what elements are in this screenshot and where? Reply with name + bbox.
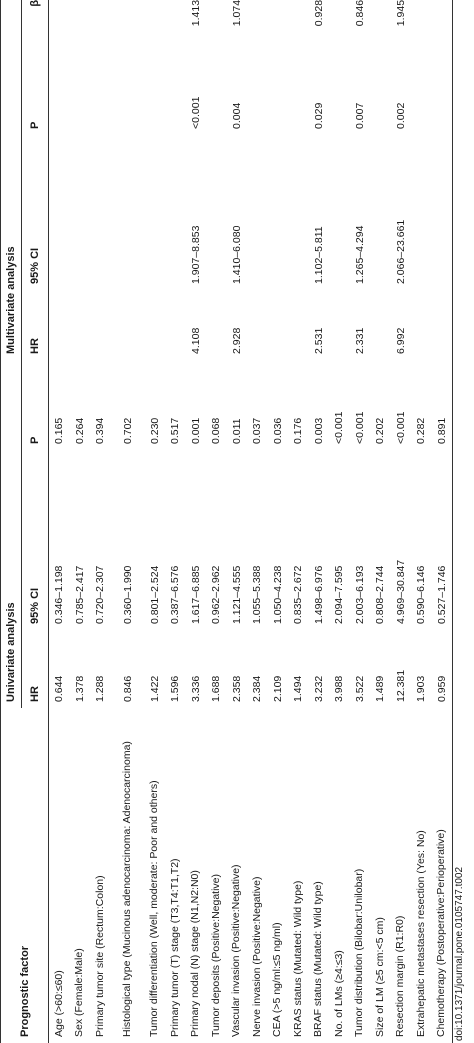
multivariate-p-cell [206, 40, 227, 135]
beta-cell [90, 0, 111, 40]
header-univariate-ci: 95% CI [22, 450, 49, 630]
univariate-ci-cell: 0.808–2.744 [374, 565, 387, 624]
factor-cell: Chemotherapy (Postoperative:Perioperative) [432, 708, 453, 1043]
table-row [370, 0, 391, 1043]
univariate-ci-cell: 1.055–5.388 [251, 565, 264, 624]
beta-cell [268, 0, 289, 40]
multivariate-hr-cell [370, 290, 391, 360]
beta-cell [145, 0, 166, 40]
multivariate-ci-cell [370, 135, 391, 290]
table-row [70, 0, 91, 1043]
univariate-hr-cell: 1.288 [94, 675, 107, 702]
multivariate-hr-cell [165, 290, 186, 360]
factor-cell: Resection margin (R1:R0) [394, 915, 407, 1037]
univariate-p-cell: 0.264 [73, 417, 86, 444]
univariate-hr-cell: 12.381 [394, 669, 407, 702]
factor-cell: Sex (Female:Male) [73, 948, 86, 1037]
univariate-p-cell: 0.003 [312, 417, 325, 444]
multivariate-hr-cell [329, 290, 350, 360]
multivariate-hr-cell: 2.928 [230, 327, 243, 354]
multivariate-p-cell [165, 40, 186, 135]
beta-cell [49, 0, 70, 40]
univariate-p-cell: 0.001 [189, 417, 202, 444]
factor-cell: Size of LM (≥5 cm:<5 cm) [373, 917, 386, 1037]
univariate-p-cell: <0.001 [333, 411, 346, 444]
univariate-hr-cell: 3.336 [189, 675, 202, 702]
table-row [391, 0, 412, 1043]
multivariate-ci-cell [288, 135, 309, 290]
table-body [49, 0, 453, 1043]
beta-cell [411, 0, 432, 40]
univariate-ci-cell: 2.003–6.193 [353, 565, 366, 624]
univariate-p-cell: 0.702 [121, 417, 134, 444]
multivariate-p-cell [145, 40, 166, 135]
table-row [288, 0, 309, 1043]
univariate-hr-cell: 1.688 [210, 675, 223, 702]
multivariate-ci-cell: 1.907–8.853 [189, 225, 202, 284]
beta-cell [70, 0, 91, 40]
table-row [329, 0, 350, 1043]
univariate-ci-cell: 1.121–4.555 [230, 565, 243, 624]
univariate-p-cell: 0.011 [230, 418, 243, 444]
multivariate-hr-cell [70, 290, 91, 360]
multivariate-p-cell [432, 40, 453, 135]
table-row [145, 0, 166, 1043]
multivariate-ci-cell [70, 135, 91, 290]
univariate-p-cell: 0.165 [53, 417, 66, 444]
univariate-p-cell: 0.202 [374, 417, 387, 444]
multivariate-p-cell [90, 40, 111, 135]
table-row [350, 0, 371, 1043]
univariate-ci-cell: 1.050–4.238 [271, 565, 284, 624]
univariate-hr-cell: 3.522 [353, 675, 366, 702]
factor-cell: No. of LMs (≥4:≤3) [332, 950, 345, 1037]
univariate-hr-cell: 2.384 [251, 675, 264, 702]
factor-cell: KRAS status (Mutated: Wild type) [291, 880, 304, 1037]
table-row [268, 0, 289, 1043]
table-row [186, 0, 207, 1043]
multivariate-ci-cell: 1.265–4.294 [353, 225, 366, 284]
beta-cell [329, 0, 350, 40]
multivariate-hr-cell [145, 290, 166, 360]
univariate-ci-cell: 0.360–1.990 [121, 565, 134, 624]
univariate-ci-cell: 2.094–7.595 [333, 565, 346, 624]
univariate-p-cell: 0.036 [271, 417, 284, 444]
multivariate-p-cell [268, 40, 289, 135]
multivariate-ci-cell [165, 135, 186, 290]
table-row [432, 0, 453, 1043]
factor-cell: CEA (>5 ng/ml:≤5 ng/ml) [271, 922, 284, 1037]
multivariate-ci-cell [432, 135, 453, 290]
univariate-ci-cell: 0.785–2.417 [73, 565, 86, 624]
beta-cell: 0.928 [312, 0, 325, 27]
multivariate-ci-cell [247, 135, 268, 290]
multivariate-hr-cell [411, 290, 432, 360]
multivariate-hr-cell [247, 290, 268, 360]
multivariate-p-cell: 0.004 [230, 102, 243, 129]
univariate-p-cell: 0.176 [292, 417, 305, 444]
univariate-hr-cell: 1.489 [374, 675, 387, 702]
univariate-p-cell: 0.891 [432, 360, 453, 450]
multivariate-hr-cell: 2.531 [312, 327, 325, 354]
beta-cell [165, 0, 186, 40]
univariate-hr-cell: 2.109 [271, 675, 284, 702]
univariate-ci-cell: 1.617–6.885 [189, 565, 202, 624]
multivariate-ci-cell: 2.066–23.661 [394, 219, 407, 284]
univariate-hr-cell: 3.988 [333, 675, 346, 702]
multivariate-p-cell: <0.001 [189, 96, 202, 129]
header-prognostic-factor: Prognostic factor [1, 708, 49, 1043]
doi-caption: doi:10.1371/journal.pone.0105747.t002 [454, 866, 465, 1041]
univariate-ci-cell: 0.962–2.962 [210, 565, 223, 624]
multivariate-hr-cell [49, 290, 70, 360]
table-row [49, 0, 70, 1043]
multivariate-p-cell: 0.002 [394, 102, 407, 129]
multivariate-ci-cell [145, 135, 166, 290]
multivariate-hr-cell: 2.331 [353, 327, 366, 354]
table-row [206, 0, 227, 1043]
table-row [165, 0, 186, 1043]
multivariate-p-cell [411, 40, 432, 135]
univariate-p-cell: <0.001 [394, 411, 407, 444]
factor-cell: Vascular invasion (Positive:Negative) [230, 864, 243, 1037]
beta-cell [288, 0, 309, 40]
univariate-p-cell: 0.068 [210, 417, 223, 444]
multivariate-hr-cell: 4.108 [189, 327, 202, 354]
factor-cell: Extrahepatic metastases resection (Yes: No) [414, 830, 427, 1037]
factor-cell: Tumor distribution (Bilobar:Unilobar) [353, 868, 366, 1037]
univariate-hr-cell: 1.903 [415, 675, 428, 702]
multivariate-ci-cell: 1.410–6.080 [230, 225, 243, 284]
multivariate-hr-cell [111, 290, 145, 360]
factor-cell: Tumor deposits (Positive:Negative) [209, 873, 222, 1037]
beta-cell [111, 0, 145, 40]
univariate-ci-cell: 0.801–2.524 [148, 565, 161, 624]
univariate-ci-cell: 0.527–1.746 [432, 450, 453, 630]
multivariate-ci-cell [90, 135, 111, 290]
table-row [247, 0, 268, 1043]
multivariate-p-cell [70, 40, 91, 135]
multivariate-p-cell [49, 40, 70, 135]
multivariate-ci-cell [206, 135, 227, 290]
factor-cell: Tumor differentiation (Well, moderate: Poor and others) [148, 780, 161, 1037]
univariate-p-cell: 0.230 [148, 417, 161, 444]
header-multivariate-hr: HR [22, 290, 49, 360]
multivariate-ci-cell [268, 135, 289, 290]
multivariate-ci-cell [329, 135, 350, 290]
factor-cell: Nerve invasion (Positive:Negative) [250, 876, 263, 1037]
multivariate-p-cell [329, 40, 350, 135]
table-row [411, 0, 432, 1043]
table-row [90, 0, 111, 1043]
univariate-ci-cell: 4.969–30.847 [394, 559, 407, 624]
beta-cell: 0.846 [353, 0, 366, 27]
univariate-hr-cell: 2.358 [230, 675, 243, 702]
univariate-p-cell: <0.001 [353, 411, 366, 444]
univariate-hr-cell: 1.378 [73, 675, 86, 702]
table-row [309, 0, 330, 1043]
header-univariate-hr: HR [22, 630, 49, 708]
multivariate-ci-cell [49, 135, 70, 290]
univariate-hr-cell: 0.644 [53, 675, 66, 702]
table-row [111, 0, 145, 1043]
beta-cell: 1.074 [230, 0, 243, 27]
multivariate-ci-cell [411, 135, 432, 290]
univariate-hr-cell: 0.846 [121, 675, 134, 702]
multivariate-p-cell [288, 40, 309, 135]
univariate-ci-cell: 0.346–1.198 [53, 565, 66, 624]
header-univariate-p: P [22, 360, 49, 450]
header-multivariate-p: P [22, 40, 49, 135]
multivariate-p-cell: 0.007 [353, 102, 366, 129]
header-multivariate-analysis: Multivariate analysis [1, 0, 22, 360]
factor-cell: Primary nodal (N) stage (N1,N2:N0) [189, 870, 202, 1037]
univariate-p-cell: 0.517 [169, 417, 182, 444]
multivariate-p-cell [370, 40, 391, 135]
univariate-ci-cell: 0.590–6.146 [415, 565, 428, 624]
multivariate-p-cell: 0.029 [312, 102, 325, 129]
factor-cell: Histological type (Mucinous adenocarcinoma: Adenocarcinoma) [120, 741, 133, 1037]
multivariate-hr-cell: 6.992 [394, 327, 407, 354]
univariate-p-cell: 0.282 [415, 417, 428, 444]
multivariate-hr-cell [268, 290, 289, 360]
univariate-ci-cell: 0.387–6.576 [169, 565, 182, 624]
multivariate-ci-cell [111, 135, 145, 290]
beta-cell: 1.413 [189, 0, 202, 27]
univariate-ci-cell: 0.835–2.672 [292, 565, 305, 624]
factor-cell: Age (>60:≤60) [52, 970, 65, 1037]
univariate-ci-cell: 0.720–2.307 [94, 565, 107, 624]
univariate-hr-cell: 1.422 [148, 675, 161, 702]
table-header [1, 0, 49, 1043]
factor-cell: Primary tumor site (Rectum:Colon) [93, 875, 106, 1037]
header-multivariate-ci: 95% CI [22, 135, 49, 290]
univariate-ci-cell: 1.498–6.976 [312, 565, 325, 624]
factor-cell: Primary tumor (T) stage (T3,T4:T1,T2) [168, 858, 181, 1037]
beta-cell [206, 0, 227, 40]
multivariate-hr-cell [206, 290, 227, 360]
header-univariate-analysis: Univariate analysis [1, 360, 22, 708]
univariate-hr-cell: 0.959 [432, 630, 453, 708]
header-beta: β [22, 0, 49, 40]
univariate-hr-cell: 1.494 [292, 675, 305, 702]
univariate-hr-cell: 1.596 [169, 675, 182, 702]
multivariate-hr-cell [288, 290, 309, 360]
univariate-hr-cell: 3.232 [312, 675, 325, 702]
multivariate-hr-cell [90, 290, 111, 360]
multivariate-p-cell [247, 40, 268, 135]
beta-cell [432, 0, 453, 40]
table-row [227, 0, 248, 1043]
multivariate-p-cell [111, 40, 145, 135]
multivariate-hr-cell [432, 290, 453, 360]
factor-cell: BRAF status (Mutated: Wild type) [312, 881, 325, 1037]
multivariate-ci-cell: 1.102–5.811 [312, 226, 325, 284]
beta-cell [247, 0, 268, 40]
beta-cell: 1.945 [394, 0, 407, 27]
beta-cell [370, 0, 391, 40]
univariate-p-cell: 0.037 [251, 417, 264, 444]
univariate-p-cell: 0.394 [94, 417, 107, 444]
